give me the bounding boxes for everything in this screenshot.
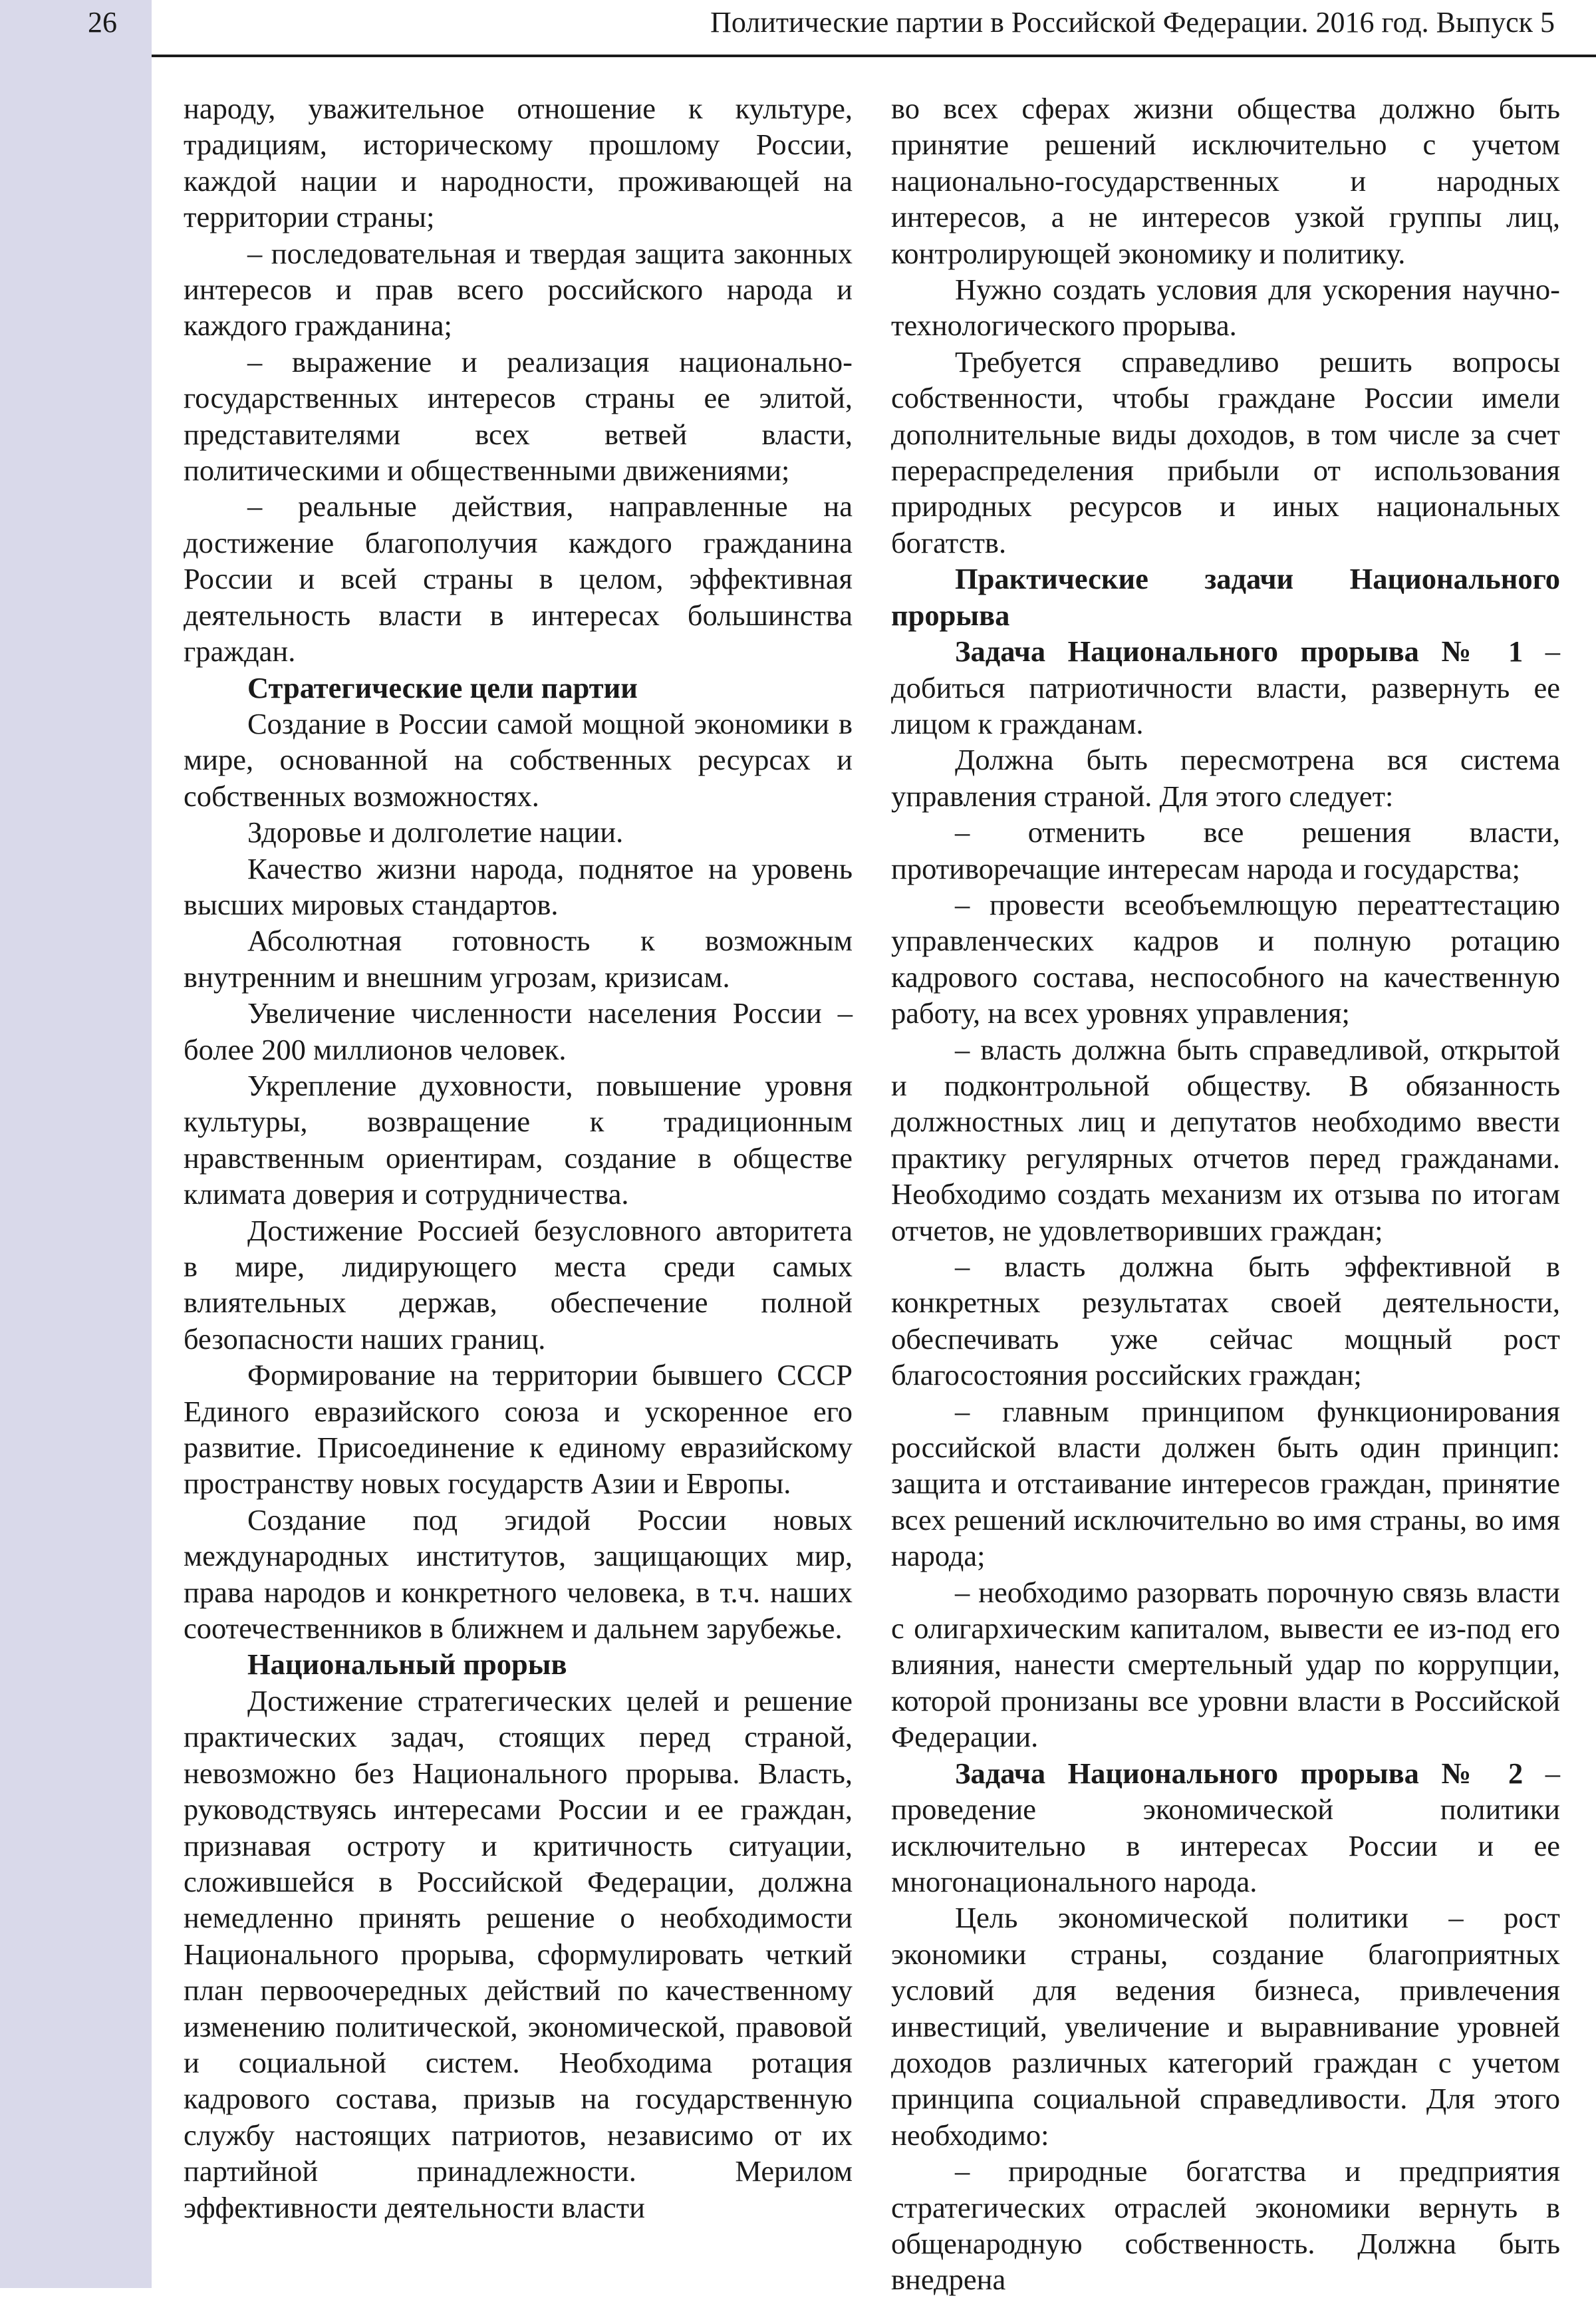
- paragraph: Здоровье и долголетие нации.: [247, 815, 624, 849]
- paragraph: – необходимо разорвать порочную связь власти с олигархическим капиталом, вывести ее из-под его влияния, нанести смертельный удар по коррупции, которой пронизаны все уровни власти в Российской Федерации.: [891, 1575, 1560, 1754]
- running-title: Политические партии в Российской Федерации. 2016 год. Выпуск 5: [710, 6, 1555, 39]
- paragraph: Достижение Россией безусловного авторитета в мире, лидирующего места среди самых влиятельных держав, обеспечение полной безопасности наших границ.: [184, 1213, 853, 1356]
- header-rule: [152, 55, 1596, 57]
- paragraph: – главным принципом функционирования российской власти должен быть один принцип: защита и отстаивание интересов граждан, принятие всех решений исключительно во имя страны, во имя народа;: [891, 1394, 1560, 1573]
- task-1-text: – добиться патриотичности власти, развернуть ее лицом к гражданам.: [891, 635, 1561, 740]
- paragraph: во всех сферах жизни общества должно быть принятие решений исключительно с учетом национально-государственных и народных интересов, а не интересов узкой группы лиц, контролирующей экономику и политику.: [891, 92, 1560, 270]
- paragraph: Формирование на территории бывшего СССР Единого евразийского союза и ускоренное его развитие. Присоединение к единому евразийскому пространству новых государств Азии и Европы.: [184, 1358, 853, 1501]
- paragraph-task-2: [891, 1755, 1560, 1900]
- paragraph: Должна быть пересмотрена вся система управления страной. Для этого следует:: [891, 743, 1560, 813]
- paragraph: Цель экономической политики – рост экономики страны, создание благоприятных условий для ведения бизнеса, привлечения инвестиций, увеличение и выравнивание уровней доходов различных категорий граждан с учетом принципа социальной справедливости. Для этого необходимо:: [891, 1901, 1560, 2152]
- paragraph: народу, уважительное отношение к культуре, традициям, историческому прошлому России, каждой нации и народности, проживающей на территории страны;: [184, 92, 853, 234]
- left-column: [184, 90, 853, 2279]
- paragraph: – власть должна быть справедливой, открытой и подконтрольной обществу. В обязанность должностных лиц и депутатов необходимо ввести практику регулярных отчетов перед гражданами. Необходимо создать механизм их отзыва по итогам отчетов, не удовлетворивших граждан;: [891, 1032, 1560, 1247]
- paragraph: – реальные действия, направленные на достижение благополучия каждого гражданина России и всей страны в целом, эффективная деятельность власти в интересах большинства граждан.: [184, 490, 853, 668]
- paragraph: Укрепление духовности, повышение уровня культуры, возвращение к традиционным нравственным ориентирам, создание в обществе климата доверия и сотрудничества.: [184, 1068, 853, 1211]
- paragraph: – выражение и реализация национально-государственных интересов страны ее элитой, представителями всех ветвей власти, политическими и общественными движениями;: [184, 345, 853, 488]
- paragraph: Нужно создать условия для ускорения научно-технологического прорыва.: [891, 273, 1560, 343]
- paragraph: – отменить все решения власти, противоречащие интересам народа и государства;: [891, 815, 1560, 885]
- paragraph: – власть должна быть эффективной в конкретных результатах своей деятельности, обеспечивать уже сейчас мощный рост благосостояния российских граждан;: [891, 1250, 1560, 1392]
- task-2-label: Задача Национального прорыва № 2: [955, 1756, 1524, 1790]
- section-heading-practical-tasks: Практические задачи Национального прорыва: [891, 562, 1560, 632]
- paragraph: Достижение стратегических целей и решение практических задач, стоящих перед страной, невозможно без Национального прорыва. Власть, руководствуясь интересами России и ее граждан, признавая остроту и критичность ситуации, сложившейся в Российской Федерации, должна немедленно принять решение о необходимости Национального прорыва, сформулировать четкий план первоочередных действий по качественному изменению политической, экономической, правовой и социальной систем. Необходима ротация кадрового состава, призыв на государственную службу настоящих патриотов, независимо от их партийной принадлежности. Мерилом эффективности деятельности власти: [184, 1683, 853, 2224]
- paragraph: Требуется справедливо решить вопросы собственности, чтобы граждане России имели дополнительные виды доходов, в том числе за счет перераспределения прибыли от использования природных ресурсов и иных национальных богатств.: [891, 345, 1560, 559]
- paragraph: Создание под эгидой России новых международных институтов, защищающих мир, права народов и конкретного человека, в т.ч. наших соотечественников в ближнем и дальнем зарубежье.: [184, 1503, 853, 1646]
- section-heading-strategic-goals: Стратегические цели партии: [247, 670, 638, 704]
- paragraph: Качество жизни народа, поднятое на уровень высших мировых стандартов.: [184, 851, 853, 921]
- task-1-label: Задача Национального прорыва № 1: [955, 635, 1524, 668]
- right-column: [891, 90, 1561, 2297]
- paragraph: Увеличение численности населения России – более 200 миллионов человек.: [184, 996, 853, 1066]
- paragraph: – природные богатства и предприятия стратегических отраслей экономики вернуть в общенародную собственность. Должна быть внедрена: [891, 2154, 1560, 2297]
- paragraph: – последовательная и твердая защита законных интересов и прав всего российского народа и каждого гражданина;: [184, 236, 853, 343]
- task-2-text: – проведение экономической политики исключительно в интересах России и ее многонационального народа.: [891, 1756, 1561, 1898]
- section-heading-national-breakthrough: Национальный прорыв: [247, 1648, 567, 1681]
- paragraph-task-1: [891, 633, 1560, 742]
- side-margin-band: [0, 0, 152, 2288]
- paragraph: Абсолютная готовность к возможным внутренним и внешним угрозам, кризисам.: [184, 924, 853, 994]
- page-number: 26: [88, 6, 117, 39]
- paragraph: – провести всеобъемлющую переаттестацию управленческих кадров и полную ротацию кадрового состава, неспособного на качественную работу, на всех уровнях управления;: [891, 887, 1560, 1030]
- paragraph: Создание в России самой мощной экономики в мире, основанной на собственных ресурсах и собственных возможностях.: [184, 706, 853, 813]
